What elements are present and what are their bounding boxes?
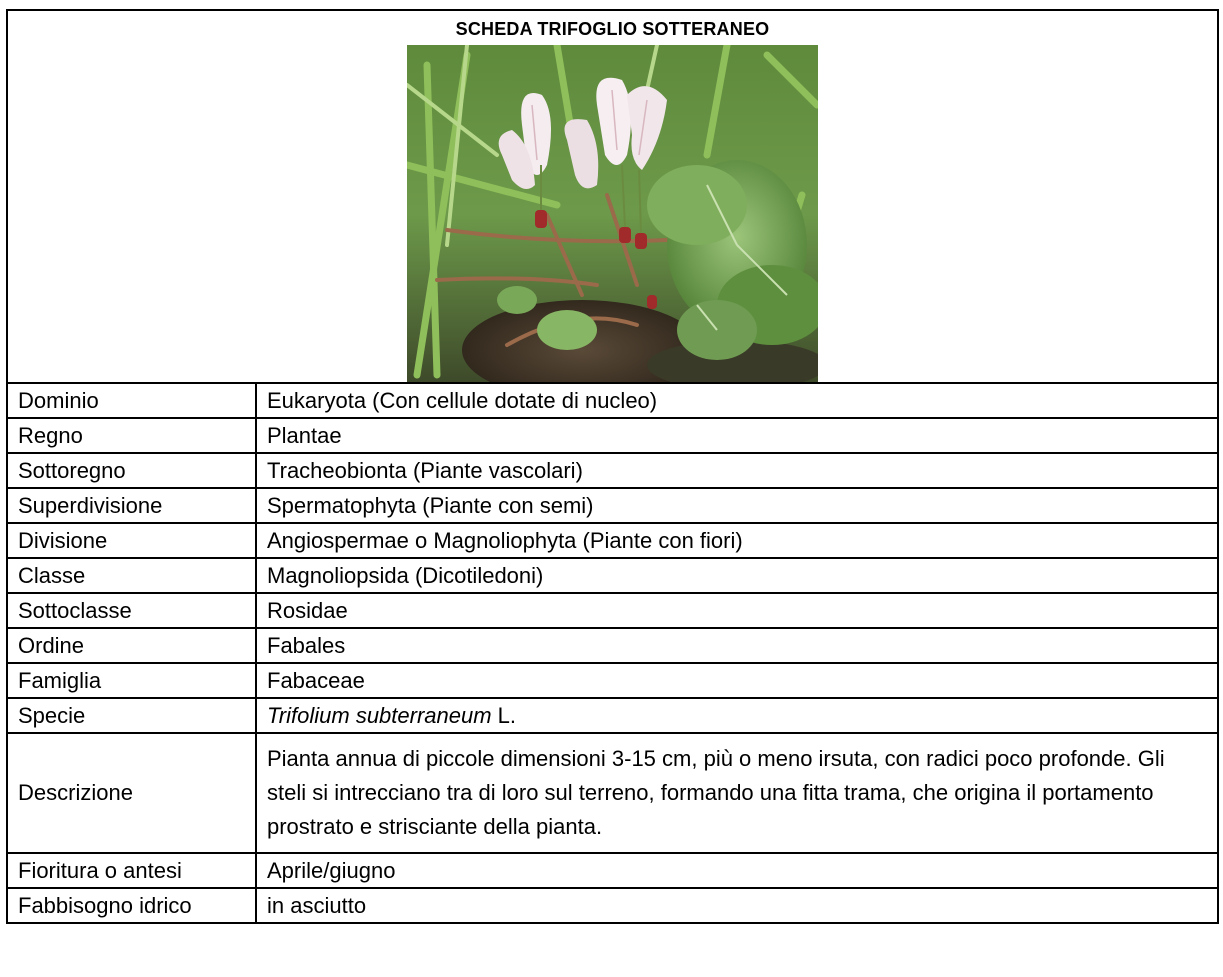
row-value: Tracheobionta (Piante vascolari) xyxy=(256,453,1218,488)
table-row-descrizione xyxy=(7,733,1218,853)
row-label: Sottoregno xyxy=(7,453,256,488)
clover-photo xyxy=(407,45,818,382)
row-label: Specie xyxy=(7,698,256,733)
row-value: Fabaceae xyxy=(256,663,1218,698)
row-value xyxy=(256,698,1218,733)
table-row-famiglia xyxy=(7,663,1218,698)
row-label: Famiglia xyxy=(7,663,256,698)
row-label: Divisione xyxy=(7,523,256,558)
table-row-specie xyxy=(7,698,1218,733)
species-name-italic: Trifolium subterraneum xyxy=(267,702,492,728)
row-value: in asciutto xyxy=(256,888,1218,923)
table-row-divisione xyxy=(7,523,1218,558)
row-label: Fabbisogno idrico xyxy=(7,888,256,923)
row-label: Fioritura o antesi xyxy=(7,853,256,888)
header-cell xyxy=(7,10,1218,383)
table-row-regno xyxy=(7,418,1218,453)
table-row-superdivisione xyxy=(7,488,1218,523)
table-row-fabbisogno-idrico xyxy=(7,888,1218,923)
row-label: Ordine xyxy=(7,628,256,663)
row-value: Plantae xyxy=(256,418,1218,453)
row-value: Fabales xyxy=(256,628,1218,663)
species-card-table xyxy=(6,9,1219,924)
row-value: Magnoliopsida (Dicotiledoni) xyxy=(256,558,1218,593)
table-row-ordine xyxy=(7,628,1218,663)
row-value: Aprile/giugno xyxy=(256,853,1218,888)
row-value: Pianta annua di piccole dimensioni 3-15 cm, più o meno irsuta, con radici poco profonde. Gli steli si intrecciano tra di loro sul terreno, formando una fitta trama, che origina il portamento prostrato e strisciante della pianta. xyxy=(256,733,1218,853)
table-row-sottoregno xyxy=(7,453,1218,488)
row-label: Sottoclasse xyxy=(7,593,256,628)
row-label: Superdivisione xyxy=(7,488,256,523)
species-author: L. xyxy=(491,702,517,728)
row-label: Classe xyxy=(7,558,256,593)
row-value: Eukaryota (Con cellule dotate di nucleo) xyxy=(256,383,1218,418)
table-row-sottoclasse xyxy=(7,593,1218,628)
table-row-dominio xyxy=(7,383,1218,418)
row-label: Dominio xyxy=(7,383,256,418)
row-label: Descrizione xyxy=(7,733,256,853)
row-value: Spermatophyta (Piante con semi) xyxy=(256,488,1218,523)
header-row xyxy=(7,10,1218,383)
row-label: Regno xyxy=(7,418,256,453)
row-value: Angiospermae o Magnoliophyta (Piante con fiori) xyxy=(256,523,1218,558)
card-title: SCHEDA TRIFOGLIO SOTTERANEO xyxy=(455,19,770,39)
table-row-fioritura xyxy=(7,853,1218,888)
table-row-classe xyxy=(7,558,1218,593)
row-value: Rosidae xyxy=(256,593,1218,628)
